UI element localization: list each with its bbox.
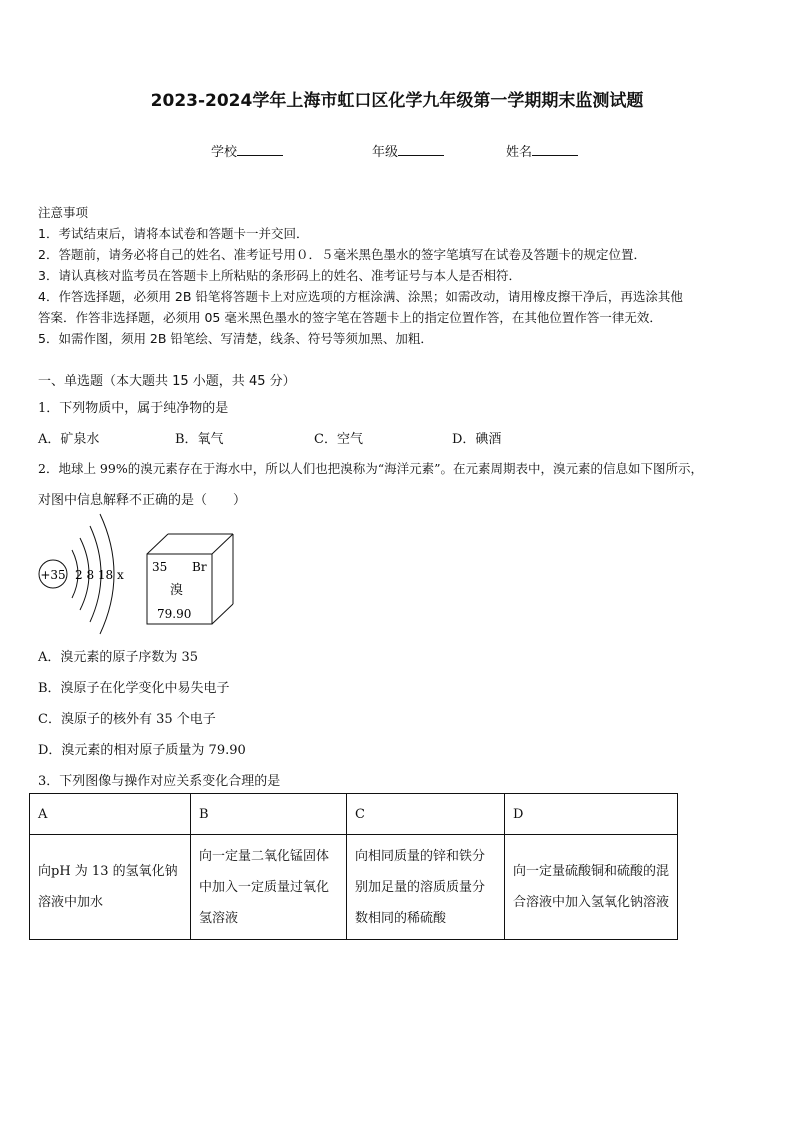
bromine-figure [34, 510, 244, 636]
note-item: 3．请认真核对监考员在答题卡上所粘贴的条形码上的姓名、准考证号与本人是否相符． [38, 268, 521, 283]
q2-option-b: B．溴原子在化学变化中易失电子 [38, 681, 230, 696]
nucleus-charge: +35 [40, 568, 66, 582]
q3-cell-b: 向一定量二氧化锰固体中加入一定质量过氧化氢溶液 [191, 835, 347, 940]
q1-option-d: D．碘酒 [452, 432, 502, 447]
page-title: 2023-2024学年上海市虹口区化学九年级第一学期期末监测试题 [150, 91, 644, 111]
notes-heading: 注意事项 [38, 205, 89, 220]
name-field [506, 141, 578, 160]
q2-option-a: A．溴元素的原子序数为 35 [38, 650, 199, 665]
question-2-stem-line1: 2．地球上 99%的溴元素存在于海水中，所以人们也把溴称为“海洋元素”。在元素周期表中，溴元素的信息如下图所示， [38, 461, 703, 476]
atomic-mass: 79.90 [157, 607, 192, 621]
note-item: 1．考试结束后，请将本试卷和答题卡一并交回． [38, 226, 309, 241]
element-name: 溴 [170, 583, 184, 598]
q2-option-c: C．溴原子的核外有 35 个电子 [38, 712, 216, 727]
q3-header-b: B [191, 794, 347, 835]
question-3-stem: 3．下列图像与操作对应关系变化合理的是 [38, 774, 281, 789]
q1-option-c: C．空气 [314, 432, 363, 447]
element-symbol: Br [192, 560, 207, 574]
q3-header-a: A [30, 794, 191, 835]
school-label: 学校 [211, 145, 238, 160]
q3-header-d: D [505, 794, 678, 835]
note-item: 5．如需作图，须用 2B 铅笔绘、写清楚，线条、符号等须加黑、加粗． [38, 331, 433, 346]
q1-option-a: A．矿泉水 [38, 432, 100, 447]
section-heading: 一、单选题（本大题共 15 小题，共 45 分） [38, 374, 296, 389]
periodic-table-cell [147, 534, 233, 624]
q3-cell-a: 向pH 为 13 的氢氧化钠溶液中加水 [30, 835, 191, 940]
q3-header-c: C [347, 794, 505, 835]
atomic-number: 35 [152, 560, 168, 574]
grade-label: 年级 [372, 145, 399, 160]
name-blank [532, 143, 578, 156]
note-item: 4．作答选择题，必须用 2B 铅笔将答题卡上对应选项的方框涂满、涂黑；如需改动，请用橡皮擦干净后，再选涂其他 [38, 289, 683, 304]
grade-blank [398, 143, 444, 156]
q3-cell-c: 向相同质量的锌和铁分别加足量的溶质质量分数相同的稀硫酸 [347, 835, 505, 940]
q3-cell-d: 向一定量硫酸铜和硫酸的混合溶液中加入氢氧化钠溶液 [505, 835, 678, 940]
name-label: 姓名 [506, 145, 533, 160]
note-item: 答案．作答非选择题，必须用 05 毫米黑色墨水的签字笔在答题卡上的指定位置作答，在其他位置作答一律无效． [38, 310, 662, 325]
question-1-stem: 1．下列物质中，属于纯净物的是 [38, 401, 229, 416]
note-item: 2．答题前，请务必将自己的姓名、准考证号用０．５毫米黑色墨水的签字笔填写在试卷及答题卡的规定位置． [38, 247, 646, 262]
grade-field [372, 141, 444, 160]
question-2-stem-line2: 对图中信息解释不正确的是（ ） [38, 493, 247, 508]
q2-option-d: D．溴元素的相对原子质量为 79.90 [38, 743, 246, 758]
q3-options-table [29, 793, 678, 940]
school-field [211, 141, 283, 160]
school-blank [237, 143, 283, 156]
electron-shells: 2 8 18 x [75, 568, 124, 582]
atomic-structure-diagram [39, 514, 124, 634]
q1-option-b: B．氧气 [175, 432, 224, 447]
